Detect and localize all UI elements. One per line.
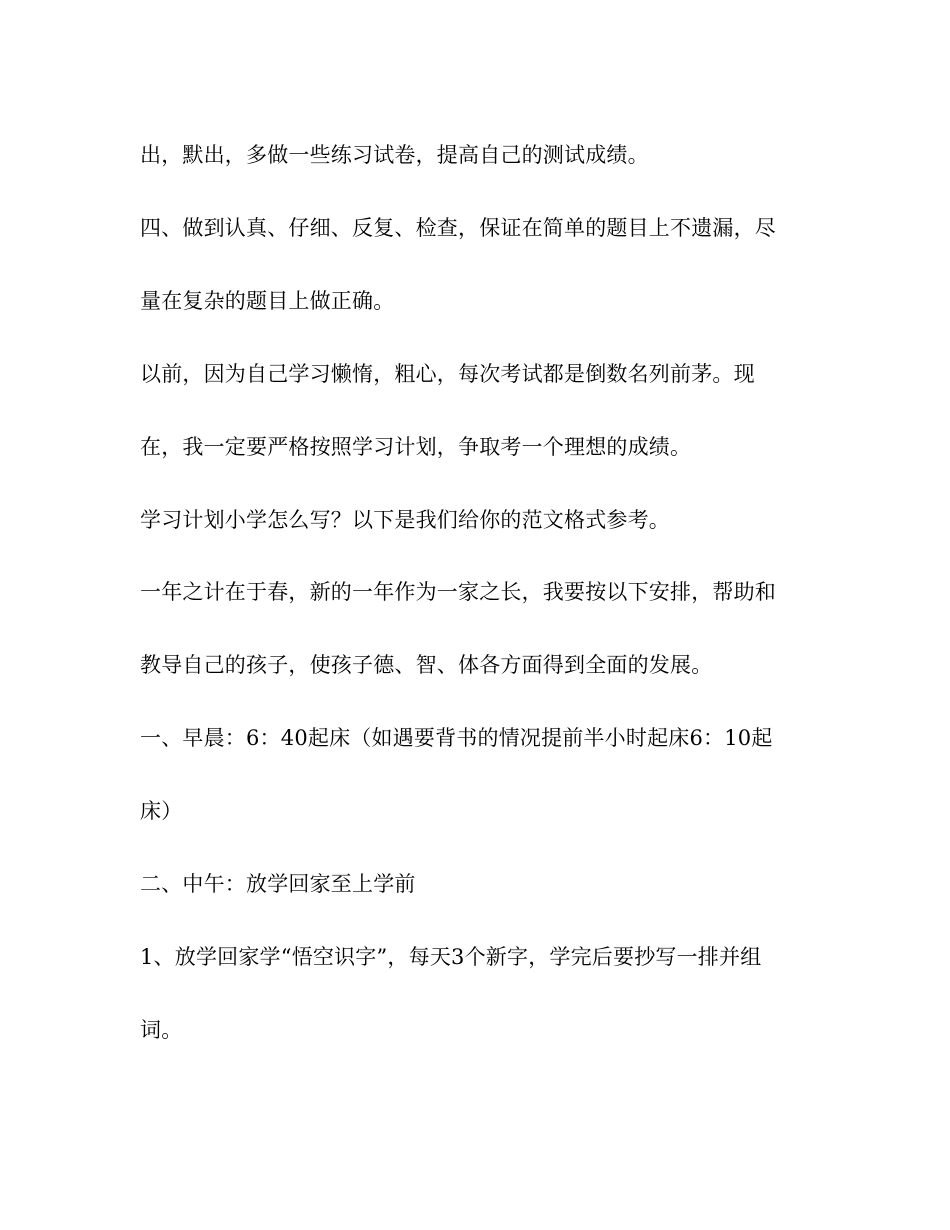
text-line-12: 1、放学回家学“悟空识字”，每天3个新字，学完后要抄写一排并组 — [140, 945, 762, 969]
text-line-3: 量在复杂的题目上做正确。 — [140, 289, 395, 313]
text-line-4: 以前，因为自己学习懒惰，粗心，每次考试都是倒数名列前茅。现 — [140, 362, 755, 386]
text-line-2: 四、做到认真、仔细、反复、检查，保证在简单的题目上不遗漏，尽 — [140, 216, 776, 240]
text-line-7: 一年之计在于春，新的一年作为一家之长，我要按以下安排，帮助和 — [140, 580, 776, 604]
text-line-6: 学习计划小学怎么写？以下是我们给你的范文格式参考。 — [140, 508, 670, 532]
text-line-13: 词。 — [140, 1018, 183, 1042]
text-line-1: 出，默出，多做一些练习试卷，提高自己的测试成绩。 — [140, 143, 649, 167]
text-line-8: 教导自己的孩子，使孩子德、智、体各方面得到全面的发展。 — [140, 653, 713, 677]
text-line-9: 一、早晨：6：40起床（如遇要背书的情况提前半小时起床6：10起 — [140, 726, 773, 750]
text-line-10: 床） — [140, 799, 183, 823]
text-line-5: 在，我一定要严格按照学习计划，争取考一个理想的成绩。 — [140, 435, 692, 459]
text-line-11: 二、中午：放学回家至上学前 — [140, 872, 416, 896]
